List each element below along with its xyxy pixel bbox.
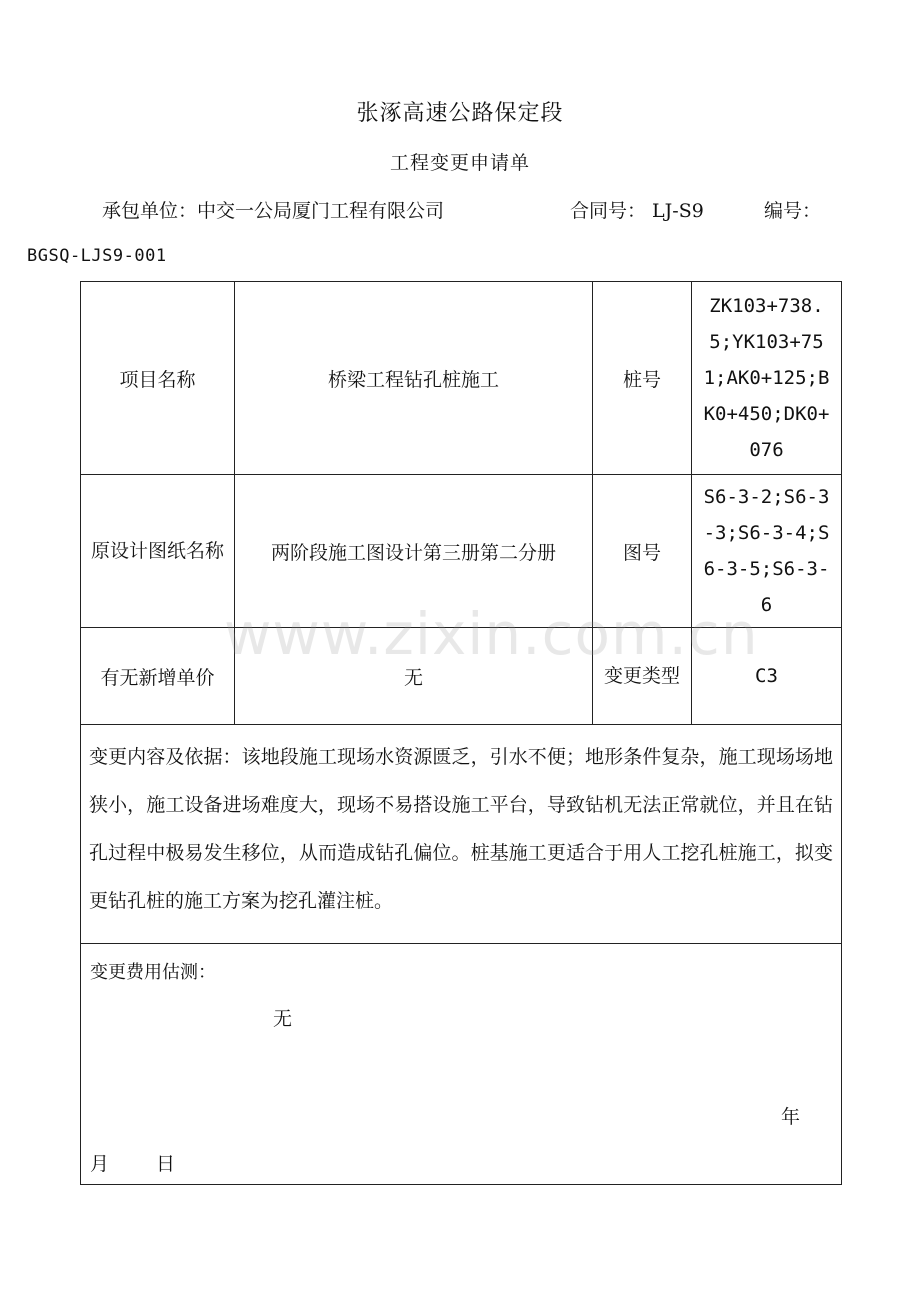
table-row bbox=[81, 944, 842, 1185]
cost-estimate-label: 变更费用估测： bbox=[90, 962, 216, 983]
new-unit-price-label: 有无新增单价 bbox=[81, 628, 235, 725]
table-row bbox=[81, 475, 842, 628]
change-type-value: C3 bbox=[692, 628, 842, 725]
table-row bbox=[81, 282, 842, 475]
change-type-label: 变更类型 bbox=[593, 628, 692, 725]
pile-no-value: ZK103+738.5;YK103+751;AK0+125;BK0+450;DK0+076 bbox=[692, 282, 842, 475]
drawing-no-label: 图号 bbox=[593, 475, 692, 628]
cost-estimate-cell bbox=[81, 944, 842, 1185]
project-name-label: 项目名称 bbox=[81, 282, 235, 475]
document-title: 张涿高速公路保定段 bbox=[356, 101, 564, 126]
contract-number: 合同号： LJ-S9 bbox=[570, 200, 704, 222]
date-day: 日 bbox=[156, 1153, 176, 1175]
contractor-unit: 承包单位：中交一公局厦门工程有限公司 bbox=[102, 200, 445, 222]
date-month: 月 bbox=[90, 1153, 110, 1175]
document-subtitle: 工程变更申请单 bbox=[389, 152, 530, 174]
watermark: www.zixin.com.cn bbox=[224, 600, 759, 668]
header-meta bbox=[102, 196, 830, 224]
table-row bbox=[81, 725, 842, 944]
serial-number: BGSQ-LJS9-001 bbox=[27, 246, 167, 266]
table-row bbox=[81, 628, 842, 725]
project-name-value: 桥梁工程钻孔桩施工 bbox=[235, 282, 593, 475]
drawing-name-label: 原设计图纸名称 bbox=[81, 475, 235, 628]
new-unit-price-value: 无 bbox=[235, 628, 593, 725]
drawing-name-value: 两阶段施工图设计第三册第二分册 bbox=[235, 475, 593, 628]
cost-estimate-value: 无 bbox=[273, 1008, 293, 1030]
serial-label: 编号： bbox=[764, 200, 822, 222]
pile-no-label: 桩号 bbox=[593, 282, 692, 475]
drawing-no-value: S6-3-2;S6-3-3;S6-3-4;S6-3-5;S6-3-6 bbox=[692, 475, 842, 628]
date-year: 年 bbox=[781, 1106, 801, 1128]
change-request-table bbox=[80, 281, 842, 1185]
change-content: 变更内容及依据：该地段施工现场水资源匮乏，引水不便；地形条件复杂，施工现场场地狭小，施工设备进场难度大，现场不易搭设施工平台，导致钻机无法正常就位，并且在钻孔过程中极易发生移位，从而造成钻孔偏位。桩基施工更适合于用人工挖孔桩施工，拟变更钻孔桩的施工方案为挖孔灌注桩。 bbox=[81, 725, 842, 944]
